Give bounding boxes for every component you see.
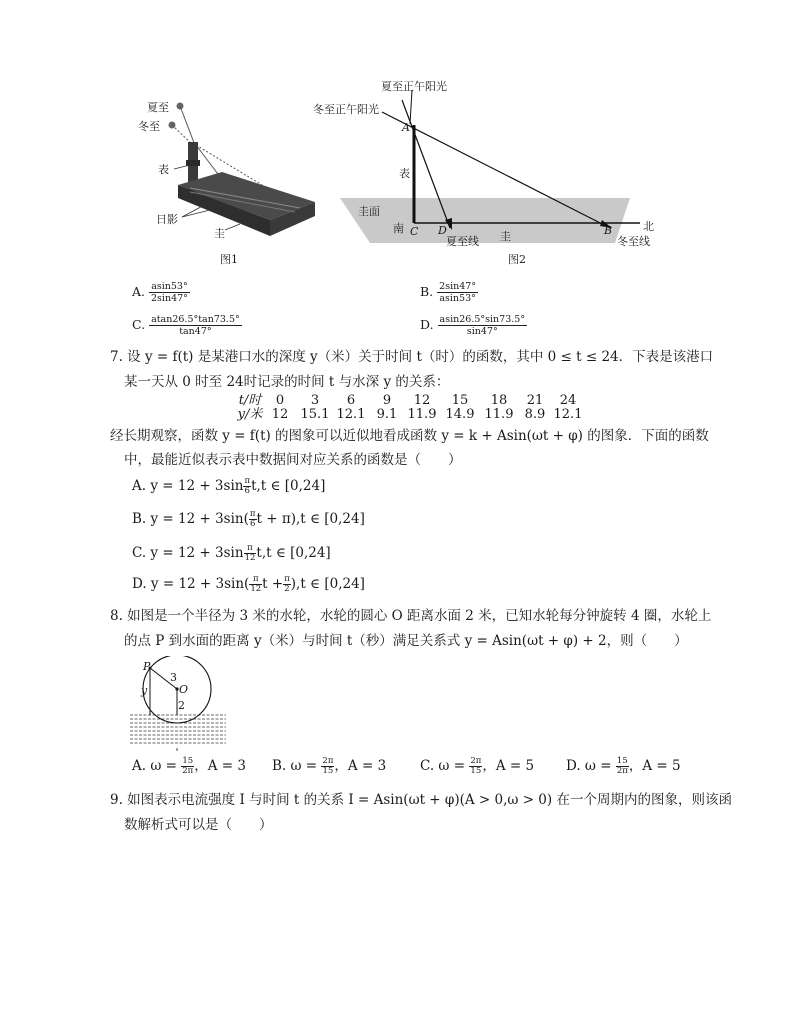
q7-line-3: 经长期观察，函数 y = f(t) 的图象可以近似地看成函数 y = k + Asin(ωt + φ) 的图象．下面的函数 xyxy=(110,428,709,444)
fig2-summer-sun-label: 夏至正午阳光 xyxy=(381,80,447,93)
q7-line-2: 某一天从 0 时至 24时记录的时间 t 与水深 y 的关系： xyxy=(124,374,450,390)
figure-1-illustration xyxy=(130,90,330,270)
wheel-y-label: y xyxy=(141,684,148,697)
wheel-distance-label: 2 xyxy=(178,699,185,712)
fig2-south-label: 南 xyxy=(393,222,404,235)
fig1-winter-label: 冬至 xyxy=(138,120,160,133)
fig1-summer-label: 夏至 xyxy=(147,101,169,114)
fig2-winter-sun-label: 冬至正午阳光 xyxy=(313,103,379,116)
q7-option-d[interactable]: D. y = 12 + 3sin( $\frac{\pi}{12}$ t + $\frac{\pi}{2}$ ),t ∈ [0,24] xyxy=(132,574,365,594)
scale-plane xyxy=(340,198,630,243)
q8-option-c[interactable]: C. ω = $\frac{2\pi}{15}$ ，A = 5 xyxy=(420,756,535,776)
fig2-point-C: C xyxy=(410,225,419,238)
q7-option-a[interactable]: A. y = 12 + 3sin $\frac{\pi}{6}$ t,t ∈ [0,24] xyxy=(132,476,326,496)
wheel-point-P: P xyxy=(143,660,151,673)
wheel-center-O: O xyxy=(179,683,189,696)
fig2-scale-label: 圭 xyxy=(500,230,511,243)
fig2-plane-label: 圭面 xyxy=(358,205,380,218)
fig2-point-A: A xyxy=(402,121,410,134)
fig1-gnomon-label: 表 xyxy=(158,163,169,176)
q6-option-b[interactable]: B. $\frac{2\sin 47^\circ}{asin53^\circ}$ xyxy=(420,281,477,304)
q9-line-1: 9. 如图表示电流强度 I 与时间 t 的关系 I = Asin(ωt + φ)(A > 0,ω > 0) 在一个周期内的图象，则该函 xyxy=(110,792,732,808)
q7-table-row-y: y/米 12 15.1 12.1 9.1 11.9 14.9 11.9 8.9 12.1 xyxy=(237,407,583,422)
q6-option-a[interactable]: A. $\frac{asin53^\circ}{2\sin 47^\circ}$ xyxy=(132,281,188,304)
q7-option-b[interactable]: B. y = 12 + 3sin( $\frac{\pi}{6}$ t + π),t ∈ [0,24] xyxy=(132,509,365,529)
fig1-caption: 图1 xyxy=(220,253,238,266)
q7-line-1: 7. 设 y = f(t) 是某港口水的深度 y（米）关于时间 t（时）的函数，其中 0 ≤ t ≤ 24．下表是该港口 xyxy=(110,349,714,365)
q6-option-d[interactable]: D. $\frac{asin26.5^\circ\sin 73.5^\circ}{\sin 47^\circ}$ xyxy=(420,314,526,337)
q7-table-row-t: t/时 0 3 6 9 12 15 18 21 24 xyxy=(238,393,577,408)
fig2-north-label: 北 xyxy=(643,220,654,233)
q8-option-b[interactable]: B. ω = $\frac{2\pi}{15}$ ，A = 3 xyxy=(272,756,387,776)
q8-option-a[interactable]: A. ω = $\frac{15}{2\pi}$ ，A = 3 xyxy=(132,756,246,776)
fig2-gnomon-label: 表 xyxy=(399,167,410,180)
fig1-scale-label: 圭 xyxy=(214,227,225,240)
fig2-caption: 图2 xyxy=(508,253,526,266)
q6-option-c[interactable]: C. $\frac{atan26.5^\circ\tan 73.5^\circ}{\tan 47^\circ}$ xyxy=(132,314,240,337)
q7-line-4: 中，最能近似表示表中数据间对应关系的函数是（ ） xyxy=(124,452,462,468)
wheel-radius-label: 3 xyxy=(170,671,177,684)
water-surface xyxy=(130,715,226,743)
q8-line-2: 的点 P 到水面的距离 y（米）与时间 t（秒）满足关系式 y = Asin(ωt + φ) + 2，则（ ） xyxy=(124,633,688,649)
fig1-shadow-label: 日影 xyxy=(156,213,178,226)
q8-option-d[interactable]: D. ω = $\frac{15}{2\pi}$ ，A = 5 xyxy=(566,756,681,776)
fig2-summer-line-label: 夏至线 xyxy=(446,235,479,248)
q9-line-2: 数解析式可以是（ ） xyxy=(124,817,273,833)
q7-option-c[interactable]: C. y = 12 + 3sin $\frac{\pi}{12}$ t,t ∈ [0,24] xyxy=(132,543,331,563)
fig2-point-D: D xyxy=(438,224,447,237)
fig2-point-B: B xyxy=(604,224,613,237)
q8-line-1: 8. 如图是一个半径为 3 米的水轮，水轮的圆心 O 距离水面 2 米，已知水轮每分钟旋转 4 圈，水轮上 xyxy=(110,608,712,624)
fig2-winter-line-label: 冬至线 xyxy=(617,235,650,248)
